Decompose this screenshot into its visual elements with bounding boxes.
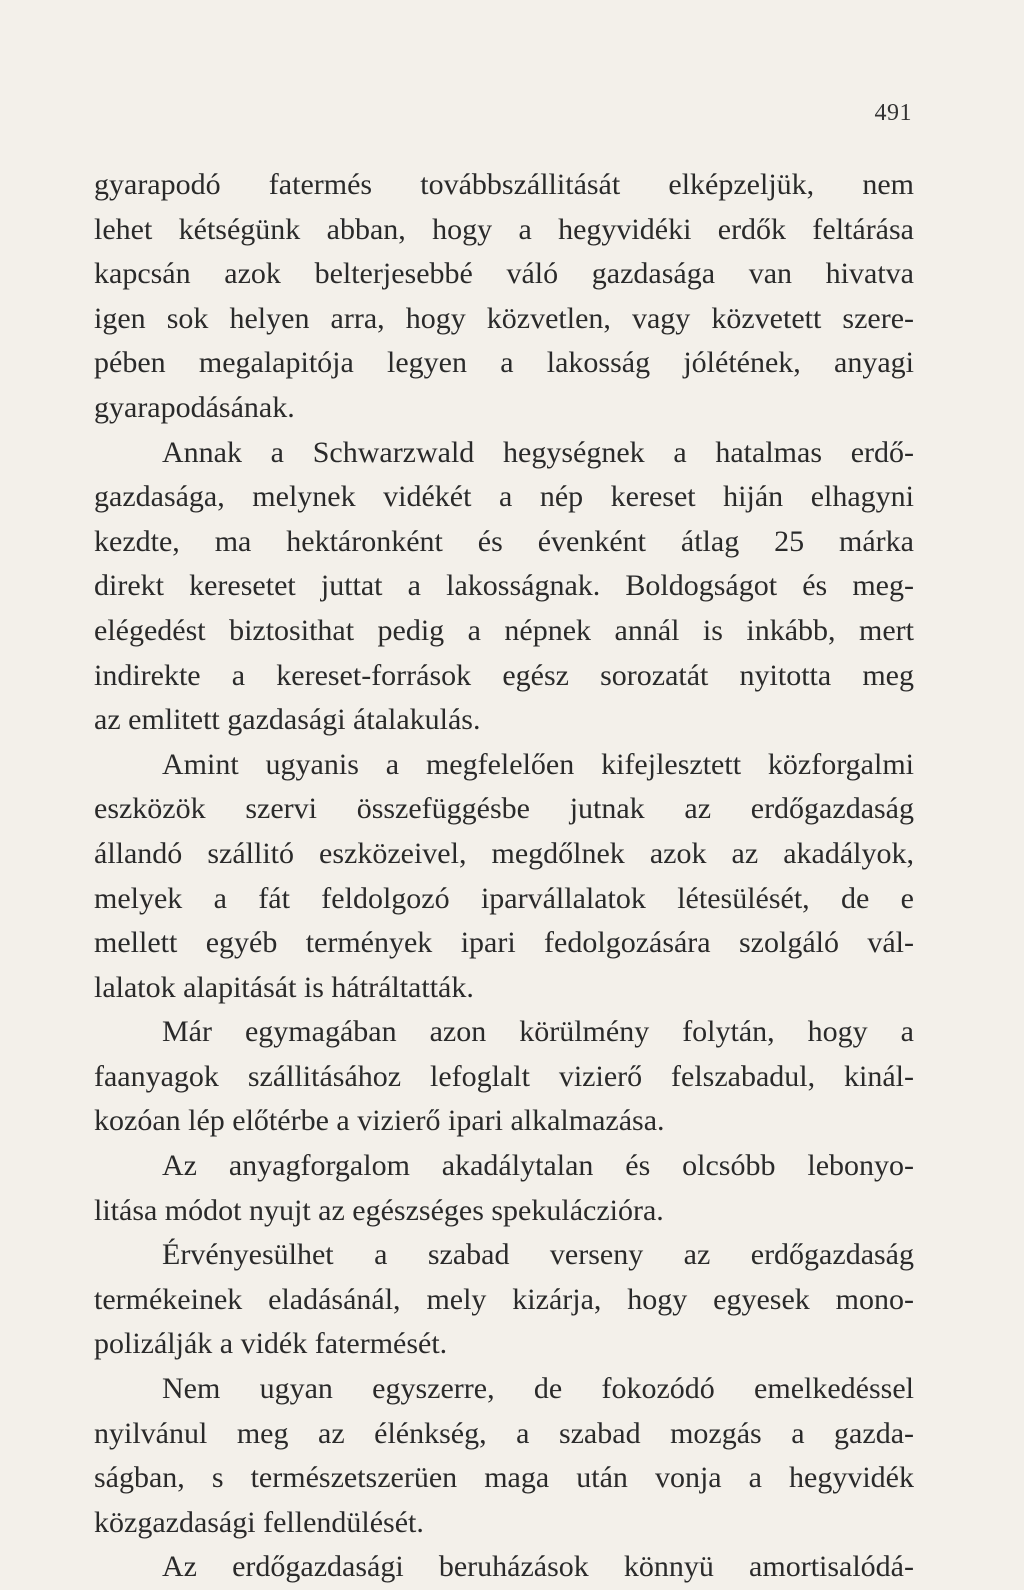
page-number: 491 bbox=[874, 100, 912, 126]
text-line: az emlitett gazdasági átalakulás. bbox=[94, 703, 481, 737]
text-line: közgazdasági fellendülését. bbox=[94, 1505, 424, 1539]
text-line: pében megalapitója legyen a lakosság jólétének, anyagi bbox=[94, 346, 914, 380]
text-line: indirekte a kereset-források egész sorozatát nyitotta meg bbox=[94, 658, 914, 692]
text-line: litása módot nyujt az egészséges spekuláczióra. bbox=[94, 1193, 664, 1227]
text-line: gazdasága, melynek vidékét a nép kereset hiján elhagyni bbox=[94, 480, 914, 514]
text-line: elégedést biztosithat pedig a népnek annál is inkább, mert bbox=[94, 613, 914, 647]
text-line: Az erdőgazdasági beruházások könnyü amortisalódá- bbox=[162, 1550, 914, 1584]
text-line: polizálják a vidék fatermését. bbox=[94, 1327, 448, 1361]
text-line: eszközök szervi összefüggésbe jutnak az erdőgazdaság bbox=[94, 792, 914, 826]
text-line: Érvényesülhet a szabad verseny az erdőgazdaság bbox=[162, 1238, 914, 1272]
text-line: kezdte, ma hektáronként és évenként átlag 25 márka bbox=[94, 524, 914, 558]
text-line: lalatok alapitását is hátráltatták. bbox=[94, 970, 474, 1004]
text-line: termékeinek eladásánál, mely kizárja, hogy egyesek mono- bbox=[94, 1282, 914, 1316]
text-line: gyarapodásának. bbox=[94, 390, 295, 424]
text-line: melyek a fát feldolgozó iparvállalatok létesülését, de e bbox=[94, 881, 914, 915]
text-line: igen sok helyen arra, hogy közvetlen, vagy közvetett szere- bbox=[94, 301, 914, 335]
text-line: Amint ugyanis a megfelelően kifejlesztett közforgalmi bbox=[162, 747, 914, 781]
text-line: állandó szállitó eszközeivel, megdőlnek azok az akadályok, bbox=[94, 836, 914, 870]
text-line: Az anyagforgalom akadálytalan és olcsóbb lebonyo- bbox=[162, 1149, 914, 1183]
text-line: faanyagok szállitásához lefoglalt vizierő felszabadul, kinál- bbox=[94, 1059, 914, 1093]
text-line: lehet kétségünk abban, hogy a hegyvidéki erdők feltárása bbox=[94, 212, 914, 246]
text-line: direkt keresetet juttat a lakosságnak. Boldogságot és meg- bbox=[94, 569, 914, 603]
text-line: mellett egyéb termények ipari fedolgozására szolgáló vál- bbox=[94, 926, 914, 960]
text-line: Már egymagában azon körülmény folytán, hogy a bbox=[162, 1015, 914, 1049]
text-line: kozóan lép előtérbe a vizierő ipari alkalmazása. bbox=[94, 1104, 665, 1138]
body-text bbox=[94, 163, 914, 1590]
text-line: ságban, s természetszerüen maga után vonja a hegyvidék bbox=[94, 1461, 914, 1495]
text-line: Nem ugyan egyszerre, de fokozódó emelkedéssel bbox=[162, 1372, 914, 1406]
text-line: nyilvánul meg az élénkség, a szabad mozgás a gazda- bbox=[94, 1416, 914, 1450]
text-line: Annak a Schwarzwald hegységnek a hatalmas erdő- bbox=[162, 435, 914, 469]
text-line: kapcsán azok belterjesebbé váló gazdasága van hivatva bbox=[94, 257, 914, 291]
text-line: gyarapodó fatermés továbbszállitását elképzeljük, nem bbox=[94, 168, 914, 201]
